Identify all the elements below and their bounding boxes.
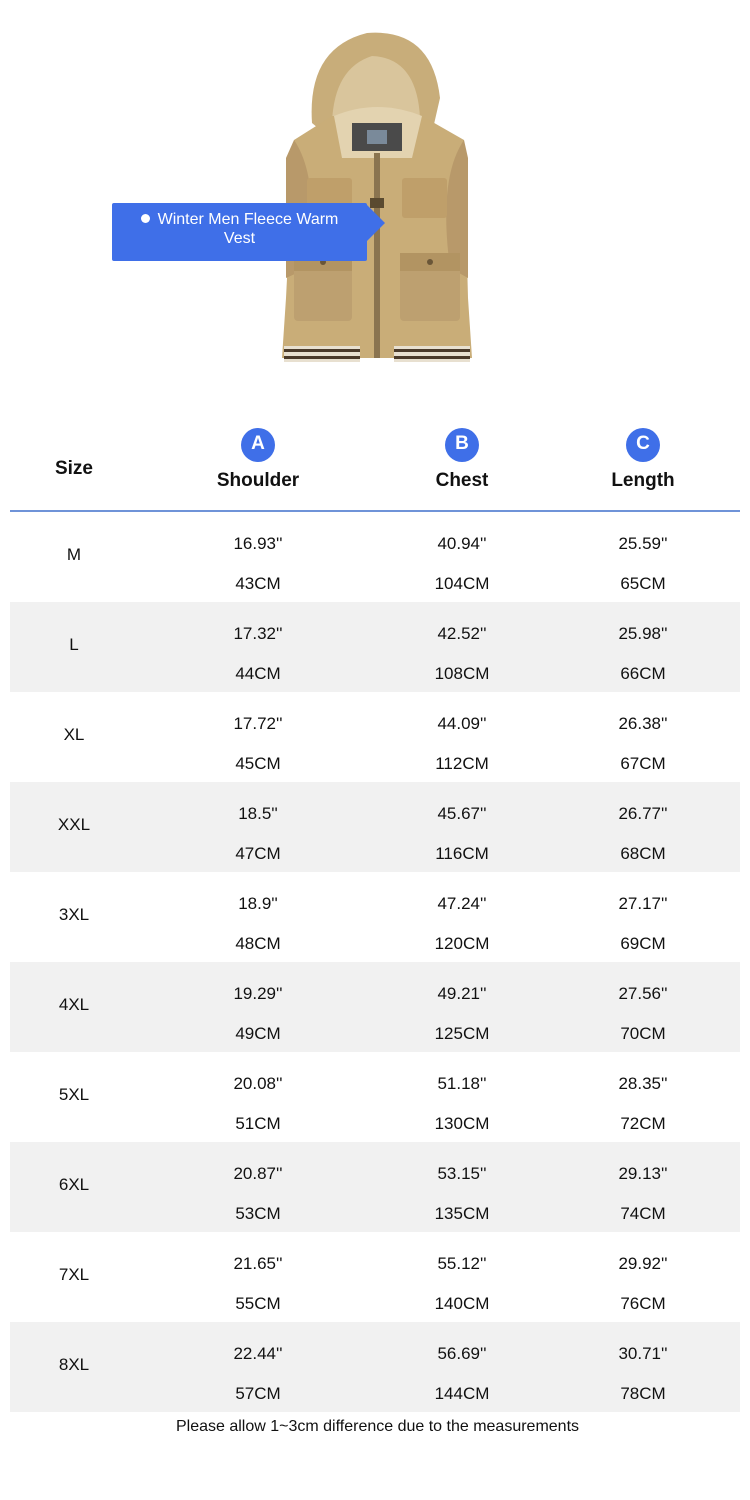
table-row	[10, 602, 740, 692]
shoulder-cm: 45CM	[235, 754, 281, 773]
size-cell: L	[69, 635, 79, 654]
shoulder-inches: 20.87''	[233, 1164, 283, 1183]
chest-cm: 130CM	[434, 1114, 490, 1133]
shoulder-cm: 53CM	[235, 1204, 281, 1223]
length-cm: 65CM	[620, 574, 666, 593]
size-cell: 6XL	[58, 1175, 90, 1194]
table-row	[10, 512, 740, 602]
header-shoulder	[178, 420, 338, 510]
marker-a-badge: A	[241, 428, 275, 462]
shoulder-inches: 16.93''	[233, 534, 283, 553]
chest-cm: 112CM	[435, 754, 489, 773]
length-cm: 70CM	[620, 1024, 666, 1043]
header-size-label: Size	[54, 458, 94, 479]
product-area	[0, 0, 750, 400]
shoulder-cm: 43CM	[235, 574, 281, 593]
table-row	[10, 962, 740, 1052]
shoulder-cm: 49CM	[235, 1024, 281, 1043]
length-cm: 76CM	[620, 1294, 666, 1313]
length-cm: 69CM	[620, 934, 666, 953]
length-cm: 68CM	[620, 844, 666, 863]
size-cell: 4XL	[58, 995, 90, 1014]
length-inches: 26.77''	[618, 804, 668, 823]
table-row	[10, 1052, 740, 1142]
chest-inches: 45.67''	[437, 804, 487, 823]
header-size	[0, 420, 154, 510]
length-cm: 66CM	[620, 664, 666, 683]
table-header	[10, 420, 740, 512]
length-inches: 27.17''	[618, 894, 668, 913]
chest-inches: 51.18''	[437, 1074, 487, 1093]
shoulder-inches: 17.72''	[233, 714, 283, 733]
size-cell: M	[66, 545, 82, 564]
chest-cm: 140CM	[434, 1294, 490, 1313]
header-chest	[382, 420, 542, 510]
shoulder-inches: 20.08''	[233, 1074, 283, 1093]
chest-cm: 104CM	[434, 574, 490, 593]
shoulder-cm: 47CM	[235, 844, 281, 863]
header-length	[563, 420, 723, 510]
length-inches: 30.71''	[618, 1344, 668, 1363]
shoulder-inches: 21.65''	[233, 1254, 283, 1273]
chest-cm: 120CM	[434, 934, 490, 953]
bullet-dot-icon	[141, 214, 150, 223]
table-row	[10, 782, 740, 872]
marker-b-badge: B	[445, 428, 479, 462]
chest-cm: 125CM	[434, 1024, 490, 1043]
product-callout-text: Winter Men Fleece Warm Vest	[157, 211, 339, 247]
length-cm: 78CM	[620, 1384, 666, 1403]
chest-inches: 55.12''	[437, 1254, 487, 1273]
length-inches: 29.92''	[618, 1254, 668, 1273]
table-row	[10, 872, 740, 962]
shoulder-cm: 44CM	[235, 664, 281, 683]
shoulder-inches: 22.44''	[233, 1344, 283, 1363]
size-cell: 3XL	[58, 905, 90, 924]
shoulder-cm: 55CM	[235, 1294, 281, 1313]
length-cm: 72CM	[620, 1114, 666, 1133]
header-chest-label: Chest	[435, 470, 489, 491]
shoulder-inches: 17.32''	[233, 624, 283, 643]
chest-cm: 144CM	[434, 1384, 490, 1403]
chest-inches: 53.15''	[437, 1164, 487, 1183]
chest-inches: 49.21''	[437, 984, 487, 1003]
shoulder-cm: 57CM	[235, 1384, 281, 1403]
product-callout	[112, 203, 367, 261]
shoulder-cm: 51CM	[235, 1114, 281, 1133]
shoulder-inches: 19.29''	[233, 984, 283, 1003]
length-inches: 25.59''	[618, 534, 668, 553]
chest-inches: 42.52''	[437, 624, 487, 643]
header-length-label: Length	[611, 470, 675, 491]
chest-cm: 108CM	[434, 664, 490, 683]
marker-c-badge: C	[626, 428, 660, 462]
chest-cm: 135CM	[434, 1204, 490, 1223]
chest-inches: 44.09''	[437, 714, 487, 733]
length-cm: 67CM	[620, 754, 666, 773]
measurement-footnote: Please allow 1~3cm difference due to the measurements	[175, 1418, 580, 1435]
chest-inches: 56.69''	[437, 1344, 487, 1363]
size-chart-table	[10, 420, 740, 1412]
table-row	[10, 692, 740, 782]
chest-cm: 116CM	[435, 844, 489, 863]
header-shoulder-label: Shoulder	[216, 470, 300, 491]
length-cm: 74CM	[620, 1204, 666, 1223]
size-cell: 7XL	[58, 1265, 90, 1284]
length-inches: 25.98''	[618, 624, 668, 643]
table-row	[10, 1232, 740, 1322]
shoulder-cm: 48CM	[235, 934, 281, 953]
table-body	[10, 512, 740, 1412]
shoulder-inches: 18.5''	[238, 804, 278, 823]
length-inches: 26.38''	[618, 714, 668, 733]
chest-inches: 40.94''	[437, 534, 487, 553]
length-inches: 27.56''	[618, 984, 668, 1003]
length-inches: 29.13''	[618, 1164, 668, 1183]
table-row	[10, 1322, 740, 1412]
size-cell: XL	[63, 725, 85, 744]
size-cell: 5XL	[58, 1085, 90, 1104]
length-inches: 28.35''	[618, 1074, 668, 1093]
size-cell: 8XL	[58, 1355, 90, 1374]
size-cell: XXL	[57, 815, 91, 834]
chest-inches: 47.24''	[437, 894, 487, 913]
table-row	[10, 1142, 740, 1232]
shoulder-inches: 18.9''	[238, 894, 278, 913]
